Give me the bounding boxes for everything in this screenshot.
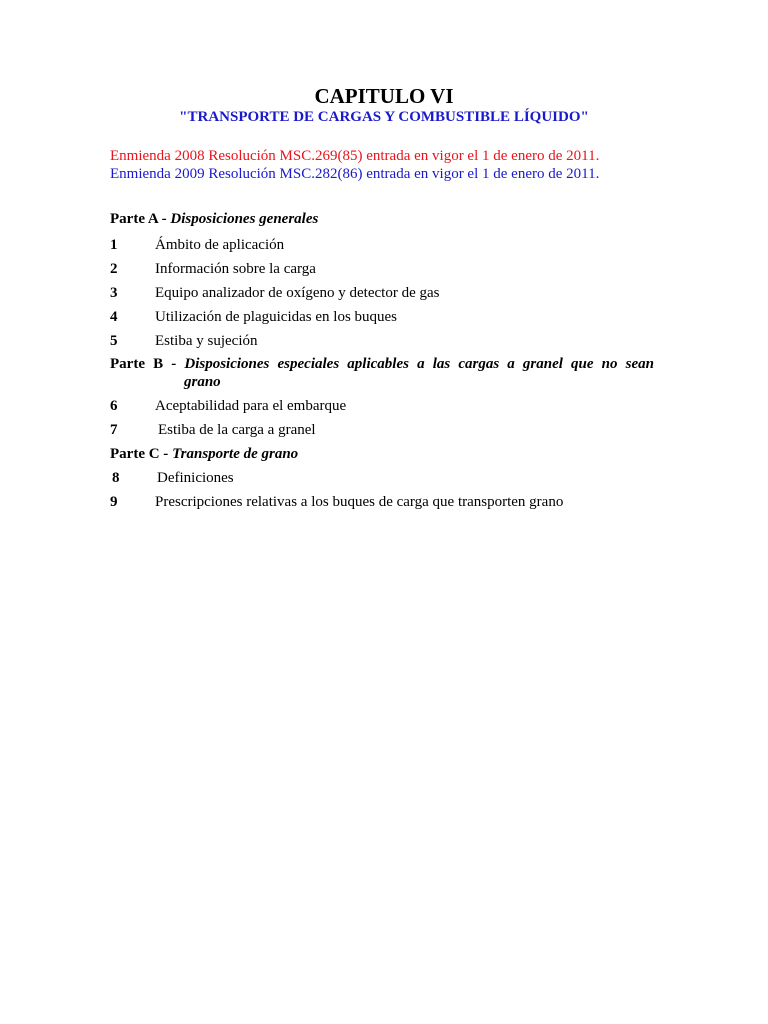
part-a-heading: [110, 210, 318, 228]
toc-item-number: 1: [110, 237, 118, 253]
amendment-2009: Enmienda 2009 Resolución MSC.282(86) entrada en vigor el 1 de enero de 2011.: [110, 166, 600, 182]
part-a-title: Disposiciones generales: [170, 211, 319, 227]
toc-item-text: Ámbito de aplicación: [155, 237, 285, 253]
part-b-title-continued: grano: [184, 374, 221, 390]
part-b-label: Parte B -: [110, 356, 177, 372]
toc-item-number: 6: [110, 398, 118, 414]
toc-item-number: 5: [110, 333, 118, 349]
toc-item-number: 4: [110, 309, 118, 325]
part-c-label: Parte C -: [110, 446, 169, 462]
toc-item-number: 8: [112, 470, 120, 486]
amendment-2008: Enmienda 2008 Resolución MSC.269(85) entrada en vigor el 1 de enero de 2011.: [110, 148, 600, 164]
chapter-subtitle: "TRANSPORTE DE CARGAS Y COMBUSTIBLE LÍQUIDO": [179, 109, 589, 125]
toc-item-text: Estiba y sujeción: [155, 333, 258, 349]
chapter-title: CAPITULO VI: [314, 84, 454, 108]
toc-item-number: 2: [110, 261, 118, 277]
part-a-label: Parte A -: [110, 211, 167, 227]
toc-item-number: 7: [110, 422, 118, 438]
part-b-title: Disposiciones especiales aplicables a las cargas a granel que no sean: [184, 356, 654, 372]
toc-item-text: Equipo analizador de oxígeno y detector de gas: [155, 285, 440, 301]
part-b-heading: [110, 355, 654, 373]
part-c-heading: [110, 445, 298, 463]
toc-item-text: Estiba de la carga a granel: [158, 422, 316, 438]
toc-item-number: 9: [110, 494, 118, 510]
toc-item-text: Utilización de plaguicidas en los buques: [155, 309, 398, 325]
toc-item-text: Definiciones: [157, 470, 234, 486]
part-c-title: Transporte de grano: [172, 446, 299, 462]
toc-item-text: Información sobre la carga: [155, 261, 316, 277]
toc-item-text: Prescripciones relativas a los buques de carga que transporten grano: [155, 494, 564, 510]
toc-item-text: Aceptabilidad para el embarque: [155, 398, 347, 414]
toc-item-number: 3: [110, 285, 118, 301]
